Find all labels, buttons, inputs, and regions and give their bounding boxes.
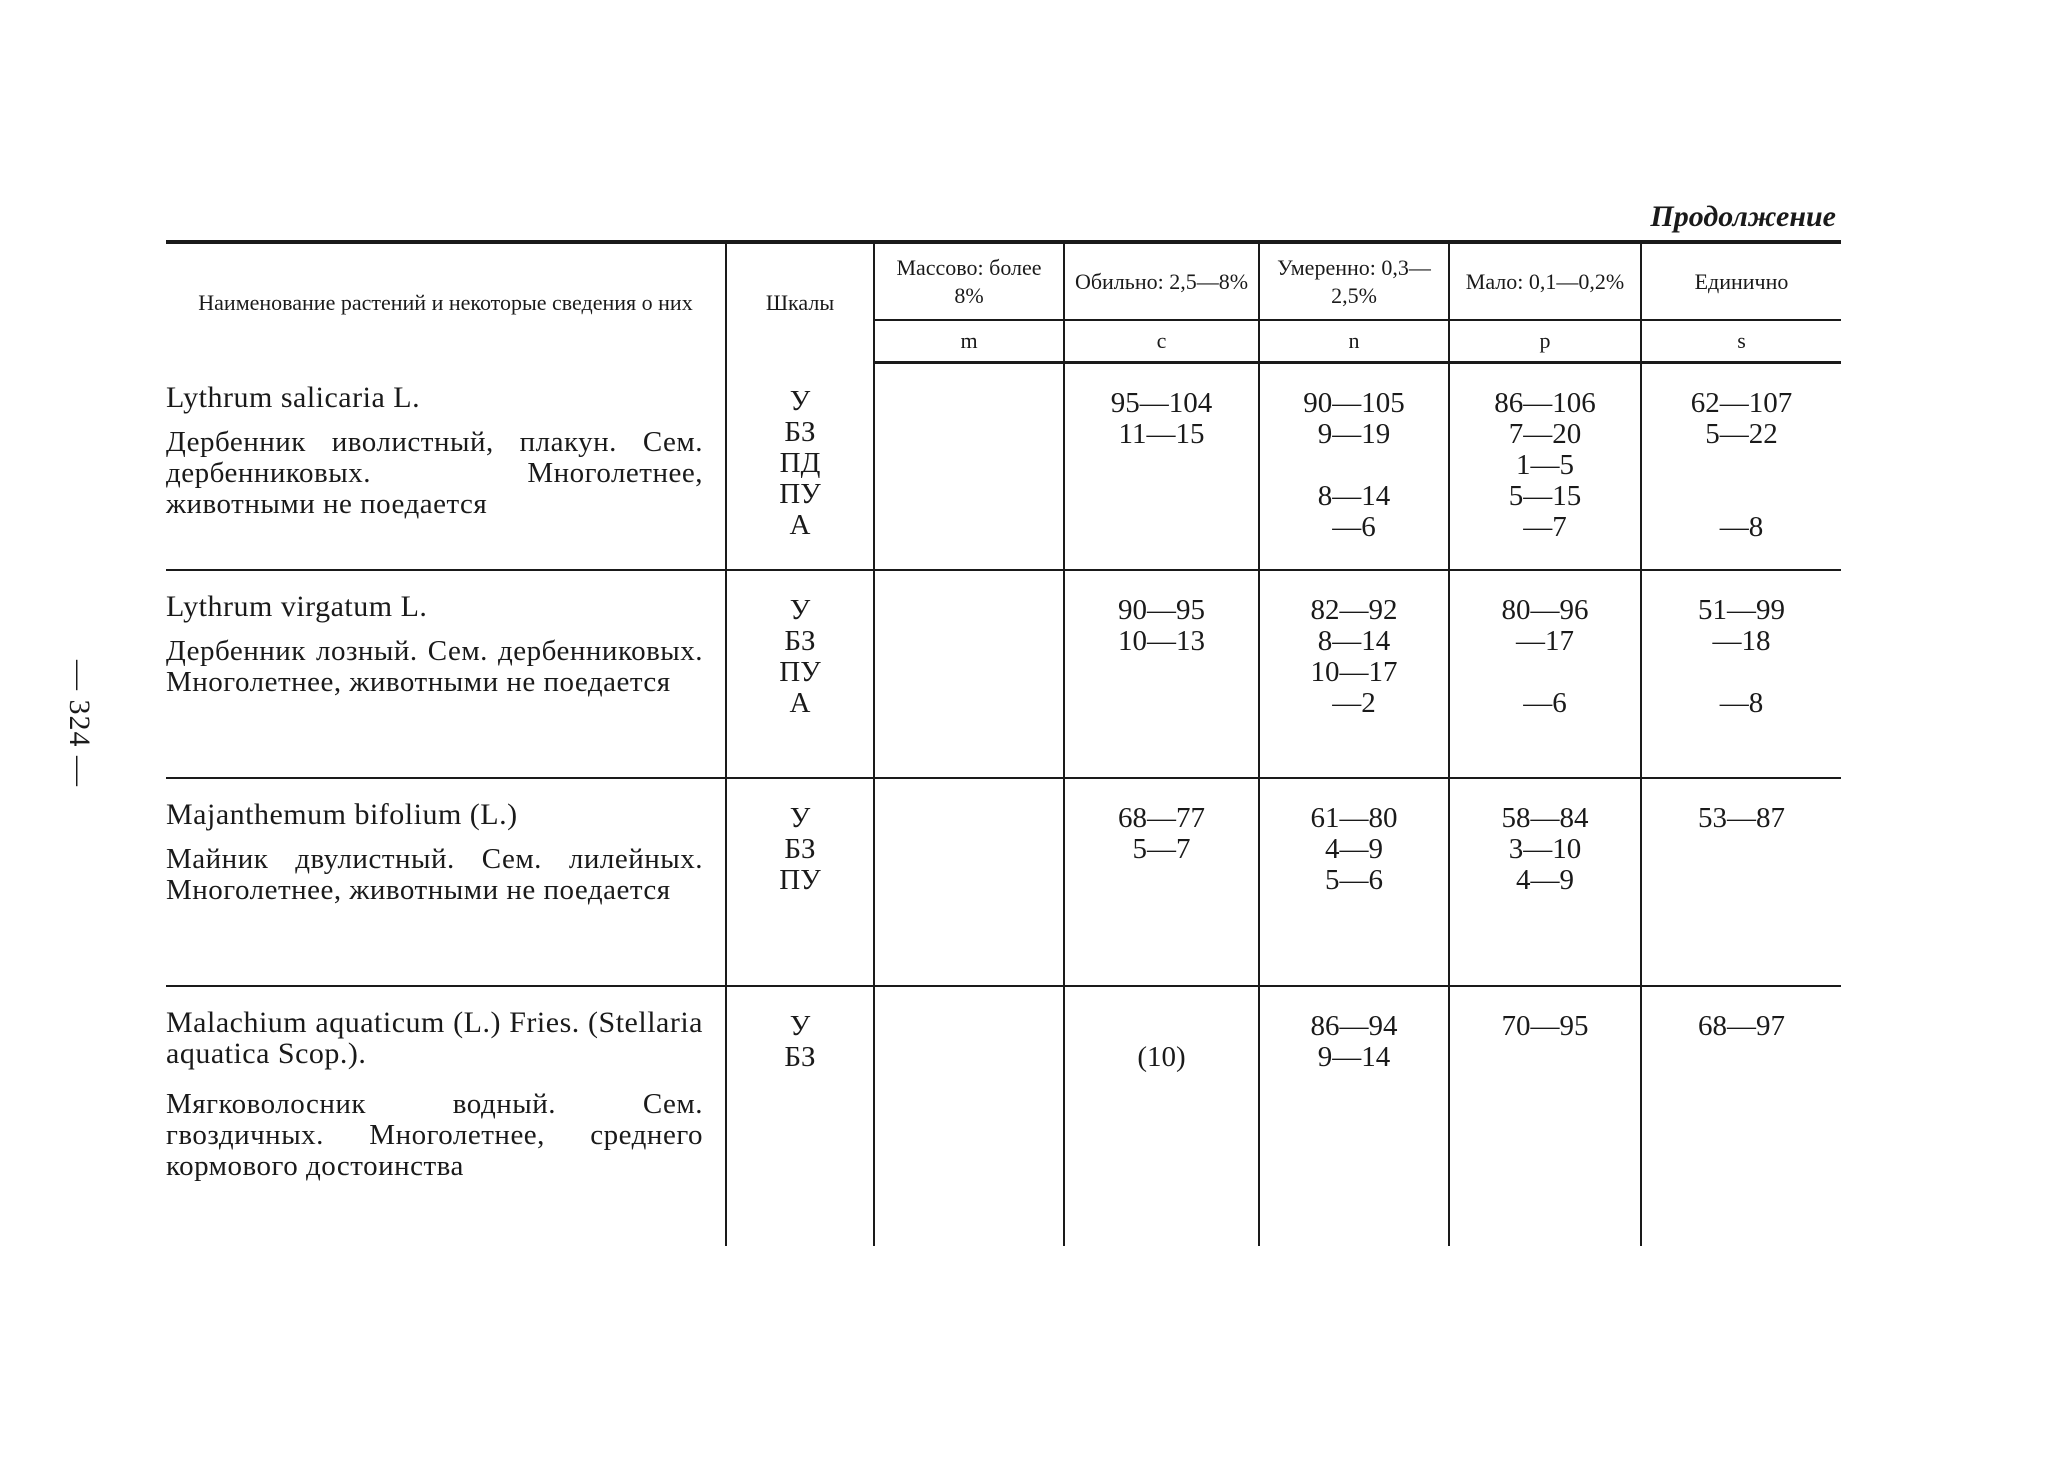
m-cell — [874, 778, 1064, 986]
header-c-letter: c — [1064, 320, 1259, 362]
plant-description: Дербенник иволистный, плакун. Сем. дербенниковых. Многолетнее, животными не поедается — [166, 426, 703, 520]
p-cell: 70—95 — [1449, 986, 1641, 1246]
header-scales: Шкалы — [726, 242, 874, 362]
plant-latin-name: Lythrum virgatum L. — [166, 590, 428, 623]
n-cell: 86—94 9—14 — [1259, 986, 1449, 1246]
continuation-label: Продолжение — [1650, 200, 1836, 233]
header-s-letter: s — [1641, 320, 1841, 362]
c-cell: 95—104 11—15 — [1064, 362, 1259, 570]
table-row — [166, 570, 1841, 778]
table-row — [166, 778, 1841, 986]
scales-cell: У БЗ ПД ПУ А — [726, 362, 874, 570]
plant-latin-name: Majanthemum bifolium (L.) — [166, 798, 518, 831]
plant-latin-name: Malachium aquaticum (L.) Fries. (Stellaria aquatica Scop.). — [166, 1006, 703, 1070]
page-number: — 324 — — [63, 660, 96, 787]
header-name: Наименование растений и некоторые сведения о них — [166, 242, 726, 362]
plant-name-cell — [166, 986, 726, 1246]
n-cell: 61—80 4—9 5—6 — [1259, 778, 1449, 986]
plant-description: Майник двулистный. Сем. лилейных. Многолетнее, животными не поедается — [166, 843, 703, 906]
plant-description: Мягковолосник водный. Сем. гвоздичных. Многолетнее, среднего кормового достоинства — [166, 1088, 703, 1182]
n-cell: 82—92 8—14 10—17 —2 — [1259, 570, 1449, 778]
table-row — [166, 986, 1841, 1246]
m-cell — [874, 986, 1064, 1246]
m-cell — [874, 362, 1064, 570]
plant-description: Дербенник лозный. Сем. дербенниковых. Многолетнее, животными не поедается — [166, 635, 703, 698]
header-n-letter: n — [1259, 320, 1449, 362]
s-cell: 62—107 5—22 —8 — [1641, 362, 1841, 570]
p-cell: 80—96 —17 —6 — [1449, 570, 1641, 778]
c-cell: 90—95 10—13 — [1064, 570, 1259, 778]
s-cell: 53—87 — [1641, 778, 1841, 986]
s-cell: 51—99 —18 —8 — [1641, 570, 1841, 778]
table-row — [166, 362, 1841, 570]
m-cell — [874, 570, 1064, 778]
plant-latin-name: Lythrum salicaria L. — [166, 381, 421, 414]
p-cell: 86—106 7—20 1—5 5—15 —7 — [1449, 362, 1641, 570]
header-m-letter: m — [874, 320, 1064, 362]
header-p-title: Мало: 0,1—0,2% — [1449, 242, 1641, 320]
c-cell: (10) — [1064, 986, 1259, 1246]
header-row — [166, 242, 1841, 320]
c-cell: 68—77 5—7 — [1064, 778, 1259, 986]
n-cell: 90—105 9—19 8—14 —6 — [1259, 362, 1449, 570]
header-m-title: Массово: более 8% — [874, 242, 1064, 320]
scales-cell: У БЗ — [726, 986, 874, 1246]
header-s-title: Единично — [1641, 242, 1841, 320]
plant-table-container — [166, 240, 1841, 1246]
scales-cell: У БЗ ПУ А — [726, 570, 874, 778]
plant-name-cell — [166, 362, 726, 570]
header-n-title: Умеренно: 0,3—2,5% — [1259, 242, 1449, 320]
scales-cell: У БЗ ПУ — [726, 778, 874, 986]
header-p-letter: p — [1449, 320, 1641, 362]
plant-name-cell — [166, 778, 726, 986]
s-cell: 68—97 — [1641, 986, 1841, 1246]
plant-table — [166, 240, 1841, 1246]
p-cell: 58—84 3—10 4—9 — [1449, 778, 1641, 986]
plant-name-cell — [166, 570, 726, 778]
header-c-title: Обильно: 2,5—8% — [1064, 242, 1259, 320]
